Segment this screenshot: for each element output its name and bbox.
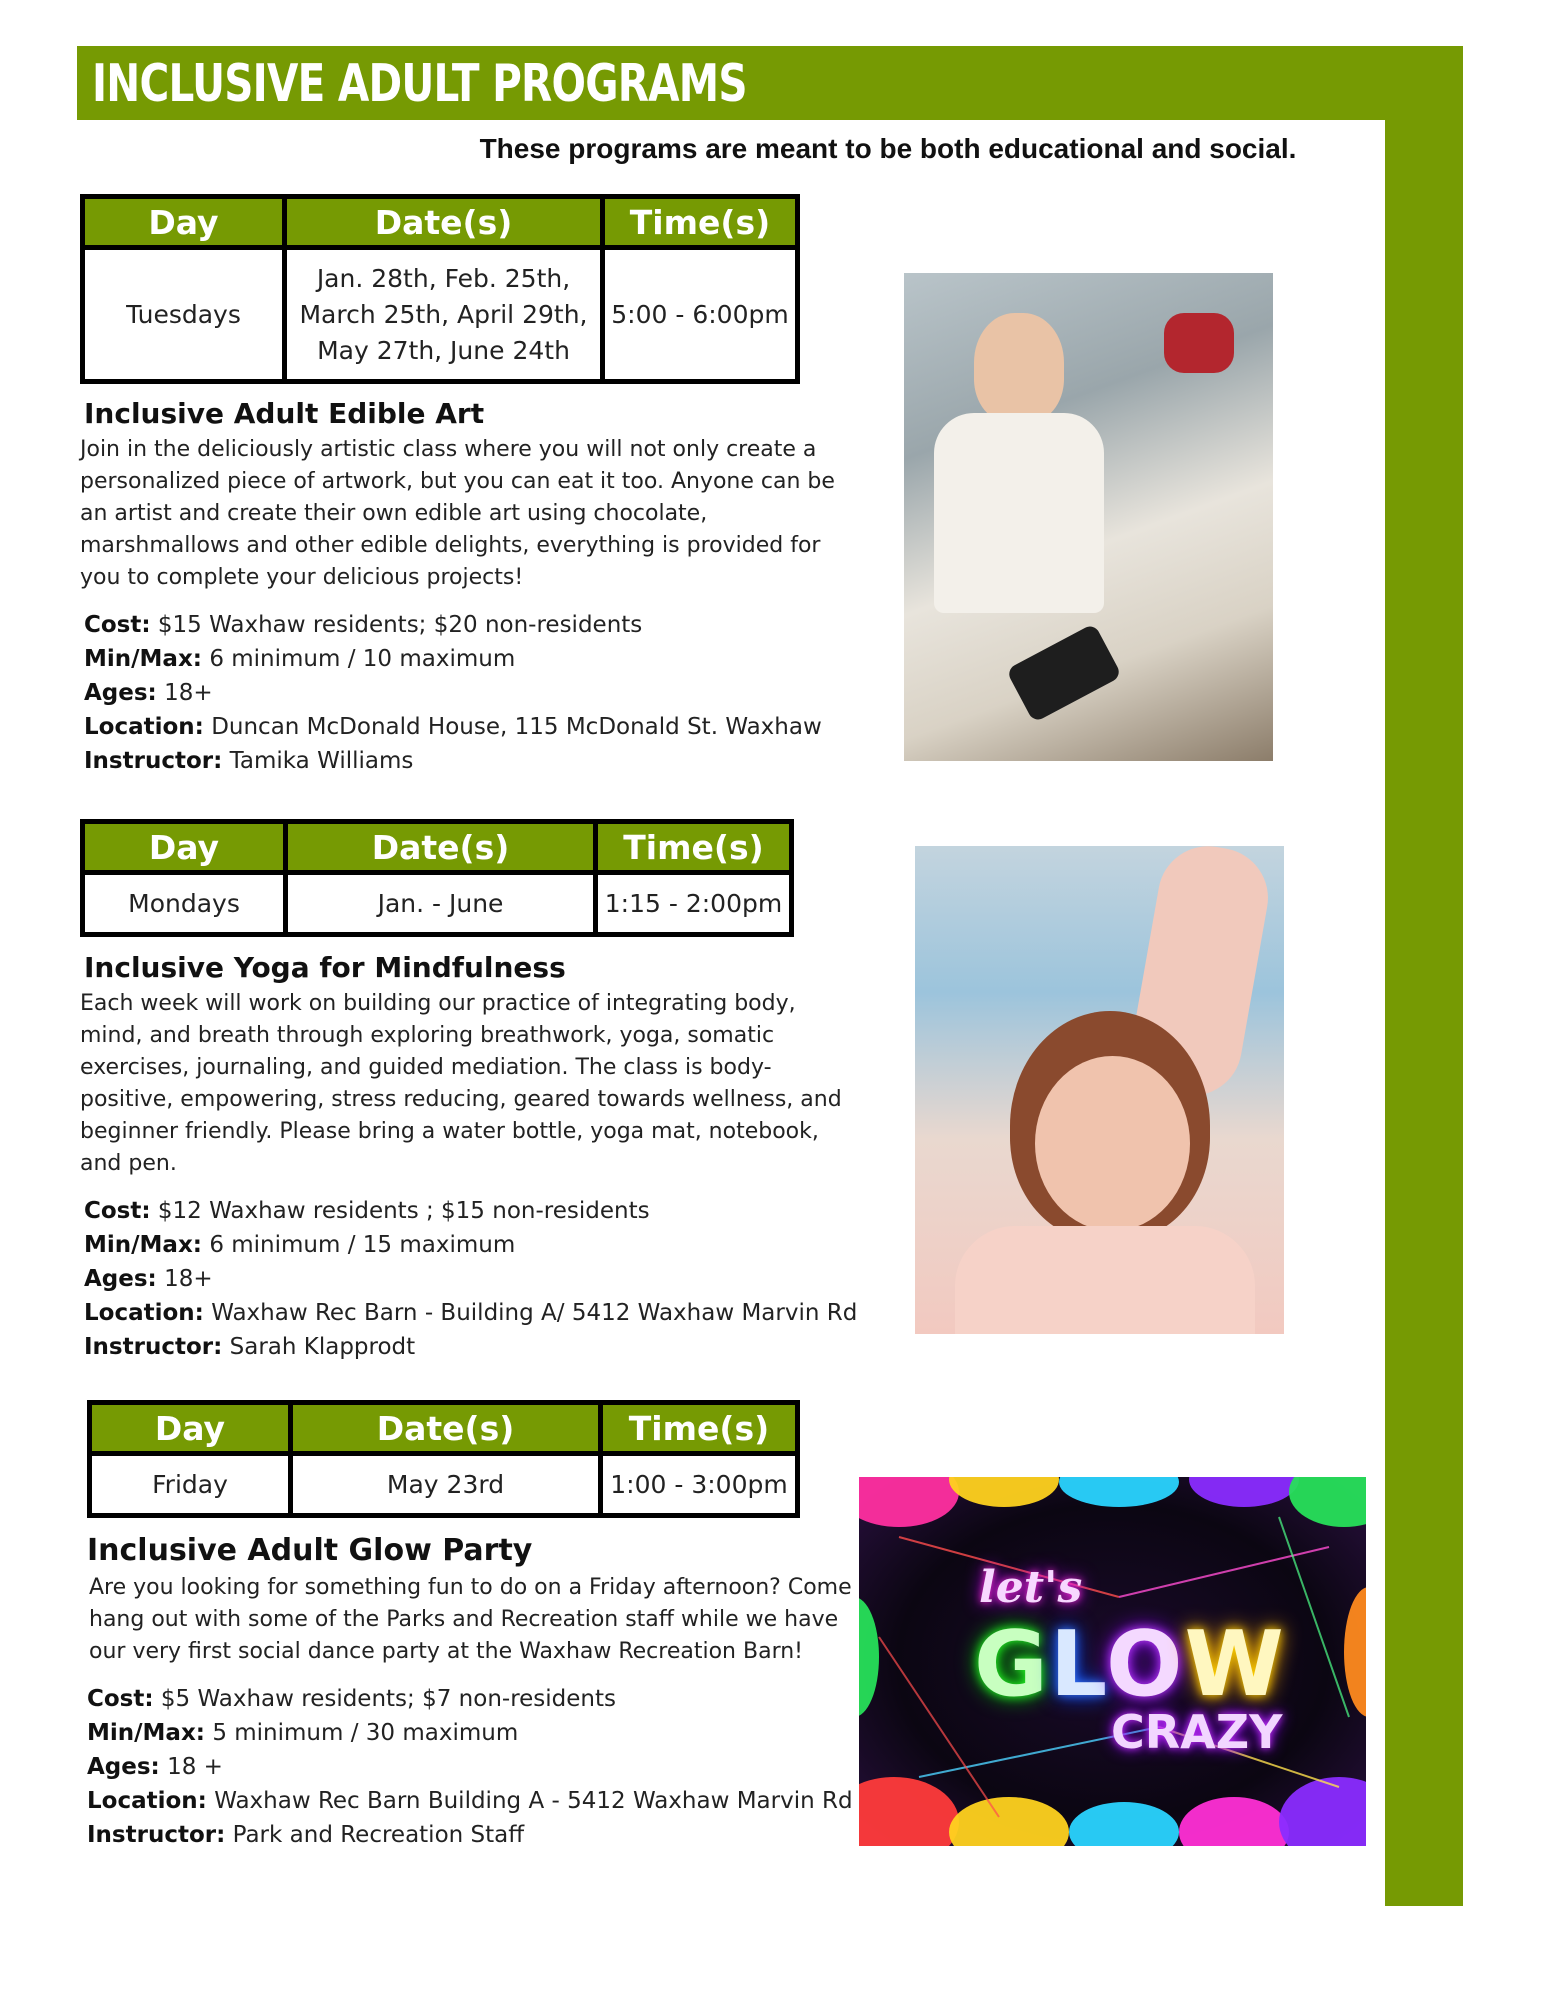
cell-time: 1:00 - 3:00pm (601, 1454, 798, 1516)
glow-text-main (974, 1612, 1286, 1717)
ages-value: 18 + (167, 1754, 223, 1780)
date-line: Jan. 28th, Feb. 25th, (316, 263, 571, 293)
glow-text-lets: let's (979, 1562, 1083, 1613)
glow-letter: G (974, 1612, 1050, 1717)
header-day: Day (83, 822, 286, 873)
minmax-line (87, 1716, 863, 1750)
minmax-value: 5 minimum / 30 maximum (212, 1720, 519, 1746)
minmax-label: Min/Max: (84, 1232, 202, 1258)
location-value: Waxhaw Rec Barn Building A - 5412 Waxhaw Marvin Rd (214, 1788, 853, 1814)
location-label: Location: (87, 1788, 207, 1814)
cost-line (84, 608, 850, 642)
program-description: Are you looking for something fun to do on a Friday afternoon? Come hang out with some of the Parks and Recreation staff while we have our very first social dance party at the Waxhaw Recreation Barn! (89, 1575, 852, 1664)
ages-label: Ages: (87, 1754, 160, 1780)
ages-value: 18+ (164, 1266, 213, 1292)
photo-person-face (974, 313, 1064, 423)
photo-person-shirt (934, 413, 1104, 613)
minmax-line (84, 1228, 870, 1262)
photo-person-shirt (955, 1226, 1255, 1334)
instructor-value: Park and Recreation Staff (232, 1822, 525, 1848)
photo-edible-art (904, 273, 1273, 761)
cost-value: $12 Waxhaw residents ; $15 non-residents (157, 1198, 650, 1224)
cell-day: Tuesdays (83, 248, 285, 382)
date-line: March 25th, April 29th, (299, 299, 588, 329)
cell-time: 1:15 - 2:00pm (596, 873, 792, 935)
date-line: May 27th, June 24th (317, 335, 570, 365)
ages-line (84, 676, 850, 710)
location-line (84, 710, 850, 744)
program-title: Inclusive Adult Glow Party (87, 1533, 533, 1568)
minmax-value: 6 minimum / 10 maximum (209, 646, 516, 672)
photo-yoga (915, 846, 1284, 1334)
page-title: INCLUSIVE ADULT PROGRAMS (92, 54, 747, 114)
cost-label: Cost: (84, 1198, 151, 1224)
program-title: Inclusive Yoga for Mindfulness (84, 951, 566, 984)
header-times: Time(s) (601, 1403, 798, 1454)
program-title: Inclusive Adult Edible Art (84, 397, 485, 430)
instructor-label: Instructor: (84, 748, 223, 774)
cost-label: Cost: (87, 1686, 154, 1712)
cell-dates (285, 248, 603, 382)
cell-day: Friday (90, 1454, 291, 1516)
schedule-table-yoga (80, 819, 794, 937)
header-day: Day (83, 197, 285, 248)
cost-line (87, 1682, 863, 1716)
ages-line (84, 1262, 870, 1296)
glow-letter: L (1049, 1612, 1107, 1717)
instructor-value: Sarah Klapprodt (229, 1334, 416, 1360)
table-header-row (83, 822, 792, 873)
ages-label: Ages: (84, 680, 157, 706)
subtitle-text: These programs are meant to be both educational and social. (479, 133, 1297, 164)
program-glow-party (83, 1533, 863, 1852)
header-times: Time(s) (596, 822, 792, 873)
side-accent-bar (1385, 120, 1463, 1906)
location-label: Location: (84, 1300, 204, 1326)
cost-value: $15 Waxhaw residents; $20 non-residents (157, 612, 643, 638)
program-edible-art (80, 397, 850, 778)
minmax-label: Min/Max: (84, 646, 202, 672)
photo-person-face (1035, 1056, 1190, 1231)
schedule-table-edible-art (80, 194, 800, 384)
table-header-row (90, 1403, 798, 1454)
table-row (90, 1454, 798, 1516)
cell-dates: Jan. - June (286, 873, 596, 935)
ages-value: 18+ (164, 680, 213, 706)
instructor-line (87, 1818, 863, 1852)
program-yoga (80, 951, 870, 1364)
cell-dates: May 23rd (291, 1454, 601, 1516)
photo-phone (1006, 623, 1122, 723)
cell-day: Mondays (83, 873, 286, 935)
photo-background-person (1164, 313, 1234, 373)
header-dates: Date(s) (286, 822, 596, 873)
instructor-label: Instructor: (84, 1334, 223, 1360)
location-value: Waxhaw Rec Barn - Building A/ 5412 Waxhaw Marvin Rd (211, 1300, 858, 1326)
table-row (83, 873, 792, 935)
cell-time: 5:00 - 6:00pm (603, 248, 798, 382)
schedule-table-glow-party (87, 1400, 800, 1518)
location-label: Location: (84, 714, 204, 740)
instructor-line (84, 744, 850, 778)
location-value: Duncan McDonald House, 115 McDonald St. Waxhaw (211, 714, 822, 740)
header-day: Day (90, 1403, 291, 1454)
header-dates: Date(s) (285, 197, 603, 248)
minmax-line (84, 642, 850, 676)
minmax-value: 6 minimum / 15 maximum (209, 1232, 516, 1258)
instructor-line (84, 1330, 870, 1364)
cost-line (84, 1194, 870, 1228)
glow-party-graphic (859, 1477, 1366, 1846)
table-header-row (83, 197, 798, 248)
minmax-label: Min/Max: (87, 1720, 205, 1746)
location-line (84, 1296, 870, 1330)
cost-label: Cost: (84, 612, 151, 638)
ages-line (87, 1750, 863, 1784)
glow-letter: O (1106, 1612, 1185, 1717)
instructor-value: Tamika Williams (229, 748, 414, 774)
ages-label: Ages: (84, 1266, 157, 1292)
location-line (87, 1784, 863, 1818)
program-description: Each week will work on building our practice of integrating body, mind, and breath through exploring breathwork, yoga, somatic exercises, journaling, and guided mediation. The class is body-positive, empowering, stress reducing, geared towards wellness, and beginner friendly. Please bring a water bottle, yoga mat, notebook, and pen. (80, 991, 842, 1176)
page-subtitle (0, 133, 1380, 165)
program-description: Join in the deliciously artistic class where you will not only create a personalized piece of artwork, but you can eat it too. Anyone can be an artist and create their own edible art using chocolate, marshmallows and other edible delights, everything is provided for you to complete your delicious projects! (80, 437, 835, 590)
glow-letter: W (1184, 1612, 1286, 1717)
cost-value: $5 Waxhaw residents; $7 non-residents (160, 1686, 617, 1712)
glow-text-crazy: CRAZY (1111, 1705, 1283, 1759)
header-dates: Date(s) (291, 1403, 601, 1454)
header-times: Time(s) (603, 197, 798, 248)
table-row (83, 248, 798, 382)
instructor-label: Instructor: (87, 1822, 226, 1848)
